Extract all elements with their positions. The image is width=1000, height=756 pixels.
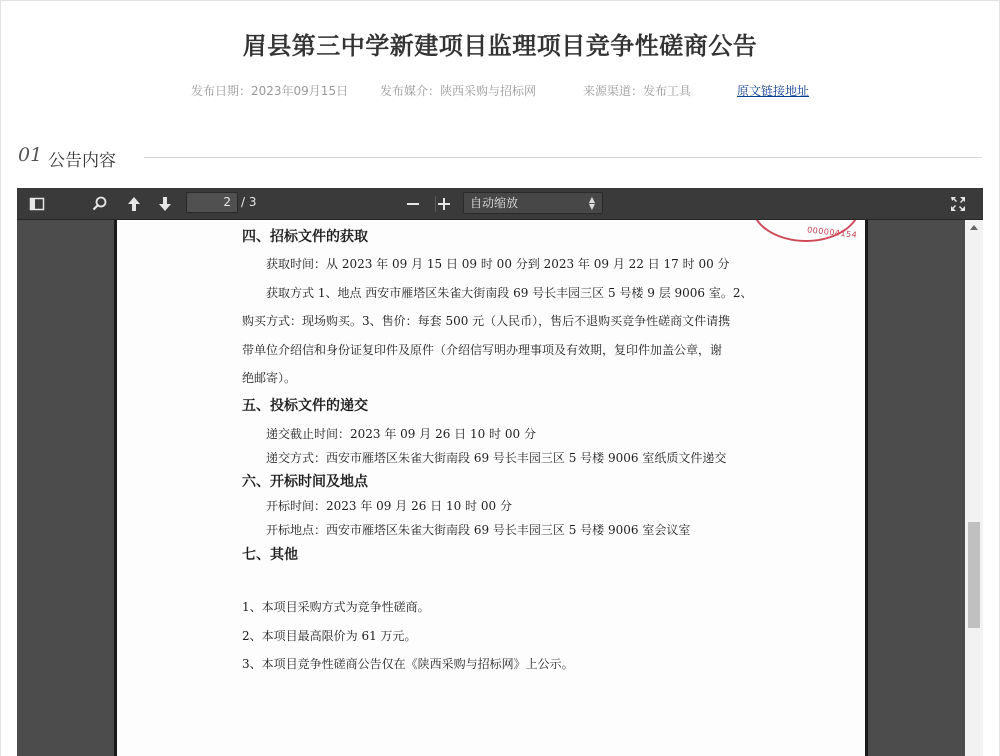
get-method-line-3: 带单位介绍信和身份证复印件及原件（介绍信写明办理事项及有效期，复印件加盖公章，谢 xyxy=(242,343,723,357)
get-time-text: 获取时间：从 2023 年 09 月 15 日 09 时 00 分到 2023 年 09 月 22 日 17 时 00 分 xyxy=(266,257,730,271)
heading-5: 五、投标文件的递交 xyxy=(242,398,368,414)
other-item-2: 2、本项目最高限价为 61 万元。 xyxy=(242,629,417,643)
sidebar-toggle-icon[interactable] xyxy=(29,194,45,214)
publish-media: 发布媒介：陕西采购与招标网 xyxy=(380,84,537,98)
zoom-in-icon[interactable] xyxy=(435,194,453,214)
page-total: / 3 xyxy=(241,195,257,209)
get-method-line-4: 绝邮寄）。 xyxy=(242,371,297,385)
heading-7: 七、其他 xyxy=(242,547,298,563)
submit-deadline-text: 递交截止时间：2023 年 09 月 26 日 10 时 00 分 xyxy=(266,427,536,441)
get-method-line-2: 购买方式：现场购买。3、售价：每套 500 元（人民币），售后不退购买竞争性磋商文件请携 xyxy=(242,314,731,328)
document-page xyxy=(114,220,868,756)
other-item-1: 1、本项目采购方式为竞争性磋商。 xyxy=(242,600,430,614)
open-time-text: 开标时间：2023 年 09 月 26 日 10 时 00 分 xyxy=(266,499,512,513)
source-channel: 来源渠道：发布工具 xyxy=(583,84,692,98)
section-header xyxy=(18,144,982,170)
zoom-out-icon[interactable] xyxy=(404,194,422,214)
scroll-up-icon[interactable] xyxy=(970,225,978,230)
page-title: 眉县第三中学新建项目监理项目竞争性磋商公告 xyxy=(242,32,758,60)
fullscreen-icon[interactable] xyxy=(949,194,967,214)
get-method-line-1: 获取方式 1、地点 西安市雁塔区朱雀大街南段 69 号长丰园三区 5 号楼 9 层 9006 室。2、 xyxy=(266,286,753,300)
vertical-scrollbar[interactable] xyxy=(965,220,983,756)
document-content xyxy=(117,220,865,756)
heading-4: 四、招标文件的获取 xyxy=(242,229,368,245)
pdf-toolbar xyxy=(17,188,983,220)
previous-page-icon[interactable] xyxy=(125,194,143,214)
scroll-thumb[interactable] xyxy=(968,522,980,628)
section-number: 01 xyxy=(18,144,43,166)
original-link[interactable]: 原文链接地址 xyxy=(737,84,810,98)
section-divider xyxy=(144,157,982,158)
zoom-select-value: 自动缩放 xyxy=(470,196,519,210)
select-arrows-icon: ▲ ▼ xyxy=(588,195,595,211)
zoom-select[interactable] xyxy=(463,192,603,214)
section-label: 公告内容 xyxy=(48,151,116,171)
seal-text: 000004154 xyxy=(806,225,858,240)
publish-date: 发布日期：2023年09月15日 xyxy=(191,84,349,98)
page-number-input[interactable]: 2 xyxy=(186,192,238,213)
other-item-3: 3、本项目竞争性磋商公告仅在《陕西采购与招标网》上公示。 xyxy=(242,657,574,671)
pdf-viewer xyxy=(17,188,983,756)
submit-method-text: 递交方式：西安市雁塔区朱雀大街南段 69 号长丰园三区 5 号楼 9006 室纸质文件递交 xyxy=(266,451,727,465)
next-page-icon[interactable] xyxy=(156,194,174,214)
document-area xyxy=(17,220,965,756)
search-icon[interactable] xyxy=(91,194,109,214)
heading-6: 六、开标时间及地点 xyxy=(242,474,368,490)
open-place-text: 开标地点：西安市雁塔区朱雀大街南段 69 号长丰园三区 5 号楼 9006 室会议室 xyxy=(266,523,691,537)
